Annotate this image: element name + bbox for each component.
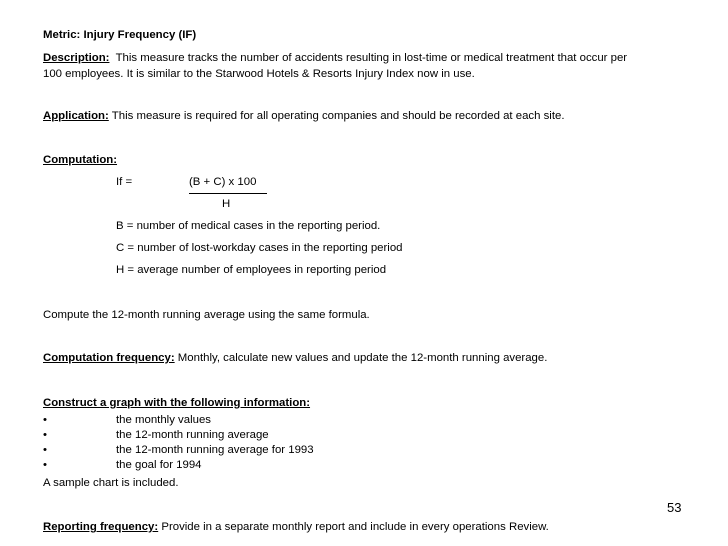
- reporting-frequency-text: Provide in a separate monthly report and include in every operations Review.: [158, 521, 549, 533]
- definition-b: B = number of medical cases in the reporting period.: [116, 220, 381, 232]
- graph-item-monthly: the monthly values: [116, 414, 211, 426]
- application-paragraph: [43, 108, 565, 124]
- computation-label: Computation:: [43, 154, 118, 166]
- formula-lhs: If =: [116, 176, 133, 188]
- formula-denominator: H: [222, 198, 231, 210]
- reporting-frequency-label: Reporting frequency:: [43, 521, 159, 533]
- application-text: This measure is required for all operating companies and should be recorded at each site.: [108, 110, 565, 122]
- description-line-1: [43, 50, 627, 66]
- application-label: Application:: [43, 110, 109, 122]
- definition-c: C = number of lost-workday cases in the reporting period: [116, 242, 403, 254]
- bullet-symbol: •: [43, 444, 47, 456]
- graph-item-goal-1994: the goal for 1994: [116, 459, 202, 471]
- description-line-2: 100 employees. It is similar to the Starwood Hotels & Resorts Injury Index now in use.: [43, 68, 475, 80]
- sample-chart-note: A sample chart is included.: [43, 477, 179, 489]
- description-text-1: This measure tracks the number of accidents resulting in lost-time or medical treatment that occur per: [109, 52, 628, 64]
- computation-frequency-paragraph: [43, 352, 547, 364]
- metric-title: Metric: Injury Frequency (IF): [43, 29, 197, 41]
- formula-numerator: (B + C) x 100: [189, 176, 257, 188]
- computation-frequency-text: Monthly, calculate new values and update the 12-month running average.: [174, 352, 548, 364]
- description-label: Description:: [43, 52, 110, 64]
- definition-h: H = average number of employees in reporting period: [116, 264, 387, 276]
- graph-heading: Construct a graph with the following information:: [43, 397, 311, 409]
- bullet-symbol: •: [43, 414, 47, 426]
- computation-frequency-label: Computation frequency:: [43, 352, 175, 364]
- graph-item-running-average-1993: the 12-month running average for 1993: [116, 444, 314, 456]
- reporting-frequency-paragraph: [43, 521, 549, 533]
- graph-item-running-average: the 12-month running average: [116, 429, 269, 441]
- page-number: 53: [667, 500, 682, 515]
- bullet-symbol: •: [43, 459, 47, 471]
- fraction-bar: [189, 193, 267, 194]
- running-average-note: Compute the 12-month running average using the same formula.: [43, 309, 370, 321]
- bullet-symbol: •: [43, 429, 47, 441]
